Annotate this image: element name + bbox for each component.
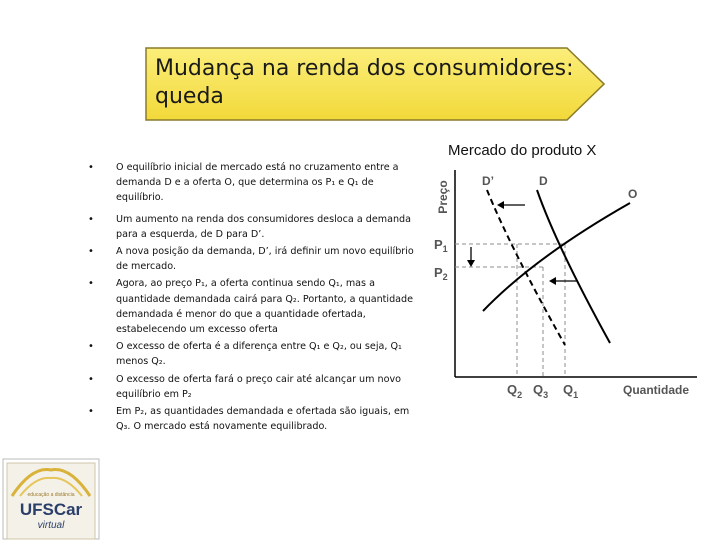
label-q3: $Q_3$ (533, 382, 549, 400)
bullet-text: O excesso de oferta é a diferença entre Q₁ e Q₂, ou seja, Q₁ menos Q₂. (116, 341, 402, 368)
bullet-list (88, 160, 420, 434)
price-fall-arrow (467, 247, 475, 267)
bullet-item (88, 160, 420, 206)
bullet-marker: • (88, 246, 94, 258)
label-q2: $Q_2$ (507, 382, 523, 400)
bullet-item (88, 244, 420, 274)
bullet-marker: • (88, 341, 94, 353)
bullet-text: O excesso de oferta fará o preço cair até alcançar um novo equilíbrio em P₂ (116, 373, 402, 400)
label-p2: $P_2$ (434, 265, 448, 282)
logo-sub: virtual (37, 520, 65, 531)
label-q1: $Q_1$ (563, 382, 579, 400)
y-axis-label: Preço (436, 180, 450, 214)
bullet-text: O equilíbrio inicial de mercado está no cruzamento entre a demanda D e a oferta O, que determina os P₁ e Q₁ de equilíbrio. (116, 162, 399, 204)
supply-demand-diagram (425, 165, 710, 410)
bullet-item (88, 276, 420, 337)
bullet-item (88, 212, 420, 242)
slide-title-line2: queda (155, 84, 224, 109)
bullet-text: Agora, ao preço P₁, a oferta continua sendo Q₁, mas a quantidade demandada cairá para Q₂. Portanto, a quantidade demandada é menor do que a quantidade ofertada, estabelecendo um excesso oferta (116, 278, 414, 336)
label-d: D (539, 174, 548, 188)
bullet-text: Um aumento na renda dos consumidores desloca a demanda para a esquerda, de D para D’. (116, 213, 412, 240)
bullet-text: Em P₂, as quantidades demandada e ofertada são iguais, em Q₃. O mercado está novamente equilibrado. (116, 406, 410, 433)
bullet-marker: • (88, 406, 94, 418)
title-banner (145, 47, 605, 121)
bullet-item (88, 404, 420, 434)
logo-name: UFSCar (19, 500, 83, 519)
shift-arrow-lower (549, 277, 577, 285)
bullet-text: A nova posição da demanda, D’, irá definir um novo equilíbrio de mercado. (116, 246, 414, 273)
bullet-item (88, 372, 420, 402)
label-o: O (628, 187, 638, 201)
slide-title (155, 55, 595, 111)
x-axis-label: Quantidade (623, 383, 690, 397)
bullet-marker: • (88, 278, 94, 290)
bullet-item (88, 339, 420, 369)
bullet-marker: • (88, 213, 94, 225)
chart-title: Mercado do produto X (448, 142, 597, 159)
supply-curve-o (483, 203, 630, 311)
demand-curve-d (537, 190, 610, 343)
logo-tagline: educação a distância (27, 492, 75, 498)
label-p1: $P_1$ (434, 237, 448, 254)
bullet-marker: • (88, 162, 94, 173)
slide-title-line1: Mudança na renda dos consumidores: (155, 56, 574, 81)
bullet-marker: • (88, 373, 94, 385)
label-d-prime: D’ (482, 174, 494, 188)
shift-arrow-upper (497, 201, 525, 209)
